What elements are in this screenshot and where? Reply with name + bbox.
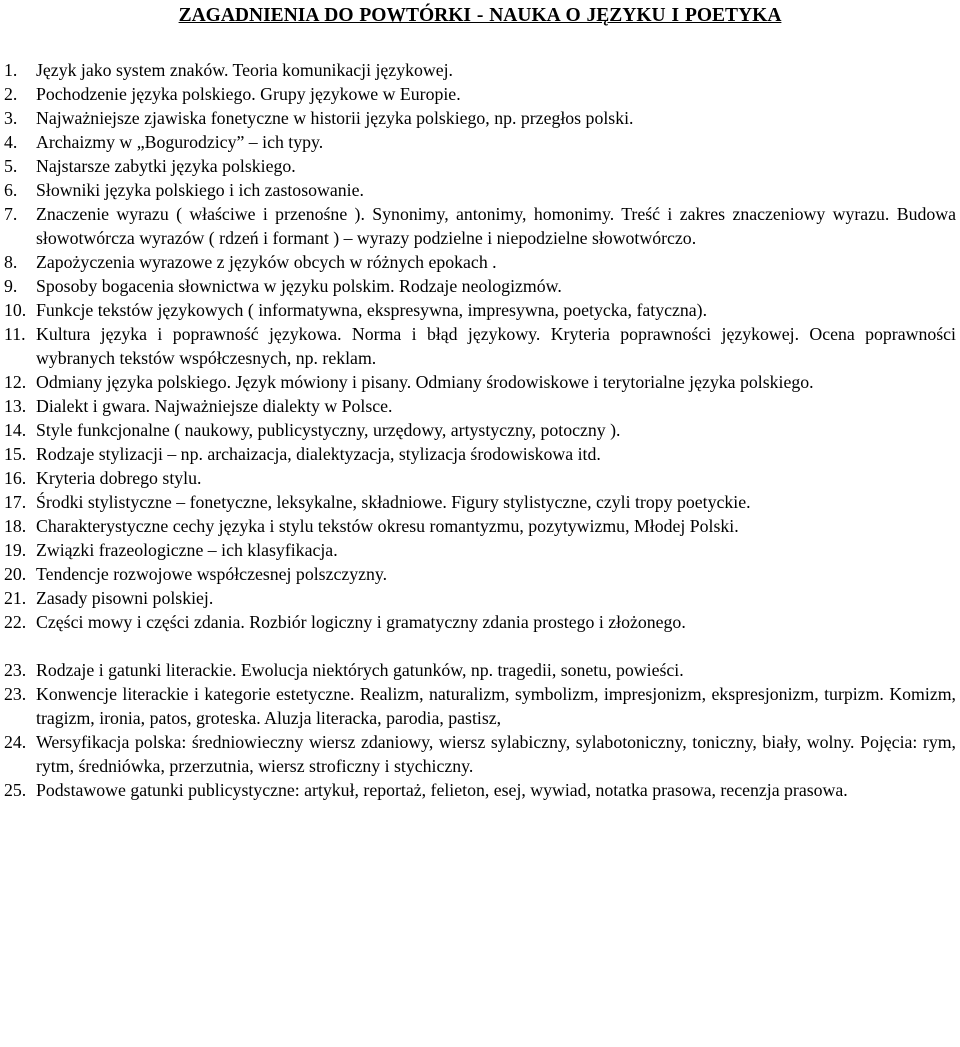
item-text: Sposoby bogacenia słownictwa w języku polskim. Rodzaje neologizmów. (36, 276, 562, 296)
list-item (4, 178, 956, 202)
item-text: Podstawowe gatunki publicystyczne: artykuł, reportaż, felieton, esej, wywiad, notatka prasowa, recenzja prasowa. (36, 780, 848, 800)
document-title: ZAGADNIENIA DO POWTÓRKI - NAUKA O JĘZYKU I POETYKA (178, 5, 782, 26)
item-text: Tendencje rozwojowe współczesnej polszczyzny. (36, 564, 388, 584)
list-item (4, 610, 956, 634)
item-text: Odmiany języka polskiego. Język mówiony i pisany. Odmiany środowiskowe i terytorialne języka polskiego. (36, 372, 814, 392)
item-text: Zapożyczenia wyrazowe z języków obcych w różnych epokach . (36, 252, 497, 272)
item-number: 14. (4, 420, 27, 440)
item-number: 22. (4, 612, 27, 632)
item-number: 17. (4, 492, 27, 512)
item-text: Konwencje literackie i kategorie estetyczne. Realizm, naturalizm, symbolizm, impresjonizm, ekspresjonizm, turpizm. Komizm, tragizm, ironia, patos, groteska. Aluzja literacka, parodia, pastisz, (36, 684, 956, 728)
item-number: 23. (4, 660, 27, 680)
item-number: 12. (4, 372, 27, 392)
item-text: Słowniki języka polskiego i ich zastosowanie. (36, 180, 364, 200)
list-item (4, 130, 956, 154)
item-text: Związki frazeologiczne – ich klasyfikacja. (36, 540, 338, 560)
item-number: 10. (4, 300, 27, 320)
item-text: Części mowy i części zdania. Rozbiór logiczny i gramatyczny zdania prostego i złożonego. (36, 612, 686, 632)
list-item (4, 418, 956, 442)
list-item (4, 82, 956, 106)
list-item (4, 154, 956, 178)
item-text: Najważniejsze zjawiska fonetyczne w historii języka polskiego, np. przegłos polski. (36, 108, 634, 128)
list-item (4, 562, 956, 586)
item-text: Funkcje tekstów językowych ( informatywna, ekspresywna, impresywna, poetycka, fatyczna). (36, 300, 708, 320)
list-item (4, 58, 956, 82)
list-item (4, 730, 956, 778)
item-text: Dialekt i gwara. Najważniejsze dialekty w Polsce. (36, 396, 393, 416)
item-number: 15. (4, 444, 27, 464)
item-text: Style funkcjonalne ( naukowy, publicystyczny, urzędowy, artystyczny, potoczny ). (36, 420, 621, 440)
list-item (4, 322, 956, 370)
item-number: 20. (4, 564, 27, 584)
list-item (4, 682, 956, 730)
item-number: 18. (4, 516, 27, 536)
list-item (4, 538, 956, 562)
item-text: Pochodzenie języka polskiego. Grupy językowe w Europie. (36, 84, 461, 104)
item-number: 21. (4, 588, 27, 608)
item-number: 23. (4, 684, 27, 704)
list-item (4, 514, 956, 538)
list-item (4, 778, 956, 802)
item-text: Kryteria dobrego stylu. (36, 468, 202, 488)
list-item (4, 394, 956, 418)
item-number: 1. (4, 60, 18, 80)
list-item (4, 586, 956, 610)
list-item (4, 442, 956, 466)
item-text: Najstarsze zabytki języka polskiego. (36, 156, 296, 176)
list-item (4, 490, 956, 514)
list-item (4, 106, 956, 130)
item-number: 6. (4, 180, 18, 200)
item-text: Archaizmy w „Bogurodzicy” – ich typy. (36, 132, 324, 152)
item-number: 16. (4, 468, 27, 488)
item-number: 19. (4, 540, 27, 560)
item-number: 24. (4, 732, 27, 752)
item-number: 8. (4, 252, 18, 272)
item-number: 4. (4, 132, 18, 152)
item-text: Kultura języka i poprawność językowa. Norma i błąd językowy. Kryteria poprawności językowej. Ocena poprawności wybranych tekstów współczesnych, np. reklam. (36, 324, 956, 368)
list-item (4, 298, 956, 322)
item-text: Środki stylistyczne – fonetyczne, leksykalne, składniowe. Figury stylistyczne, czyli tropy poetyckie. (36, 492, 751, 512)
item-text: Zasady pisowni polskiej. (36, 588, 214, 608)
list-item (4, 250, 956, 274)
item-number: 5. (4, 156, 18, 176)
item-number: 13. (4, 396, 27, 416)
list-item (4, 658, 956, 682)
list-item (4, 466, 956, 490)
item-number: 3. (4, 108, 18, 128)
item-number: 9. (4, 276, 18, 296)
list-item (4, 274, 956, 298)
item-text: Charakterystyczne cechy języka i stylu tekstów okresu romantyzmu, pozytywizmu, Młodej Polski. (36, 516, 739, 536)
item-text: Wersyfikacja polska: średniowieczny wiersz zdaniowy, wiersz sylabiczny, sylabotoniczny, toniczny, biały, wolny. Pojęcia: rym, rytm, średniówka, przerzutnia, wiersz stroficzny i stychiczny. (36, 732, 956, 776)
topic-list (4, 58, 956, 802)
item-text: Rodzaje stylizacji – np. archaizacja, dialektyzacja, stylizacja środowiskowa itd. (36, 444, 601, 464)
item-number: 7. (4, 204, 18, 224)
item-number: 25. (4, 780, 27, 800)
list-item (4, 202, 956, 250)
item-number: 11. (4, 324, 26, 344)
item-text: Znaczenie wyrazu ( właściwe i przenośne ). Synonimy, antonimy, homonimy. Treść i zakres znaczeniowy wyrazu. Budowa słowotwórcza wyrazów ( rdzeń i formant ) – wyrazy podzielne i niepodzielne słowotwórczo. (36, 204, 956, 248)
list-item (4, 370, 956, 394)
item-text: Język jako system znaków. Teoria komunikacji językowej. (36, 60, 453, 80)
item-text: Rodzaje i gatunki literackie. Ewolucja niektórych gatunków, np. tragedii, sonetu, powieści. (36, 660, 684, 680)
item-number: 2. (4, 84, 18, 104)
